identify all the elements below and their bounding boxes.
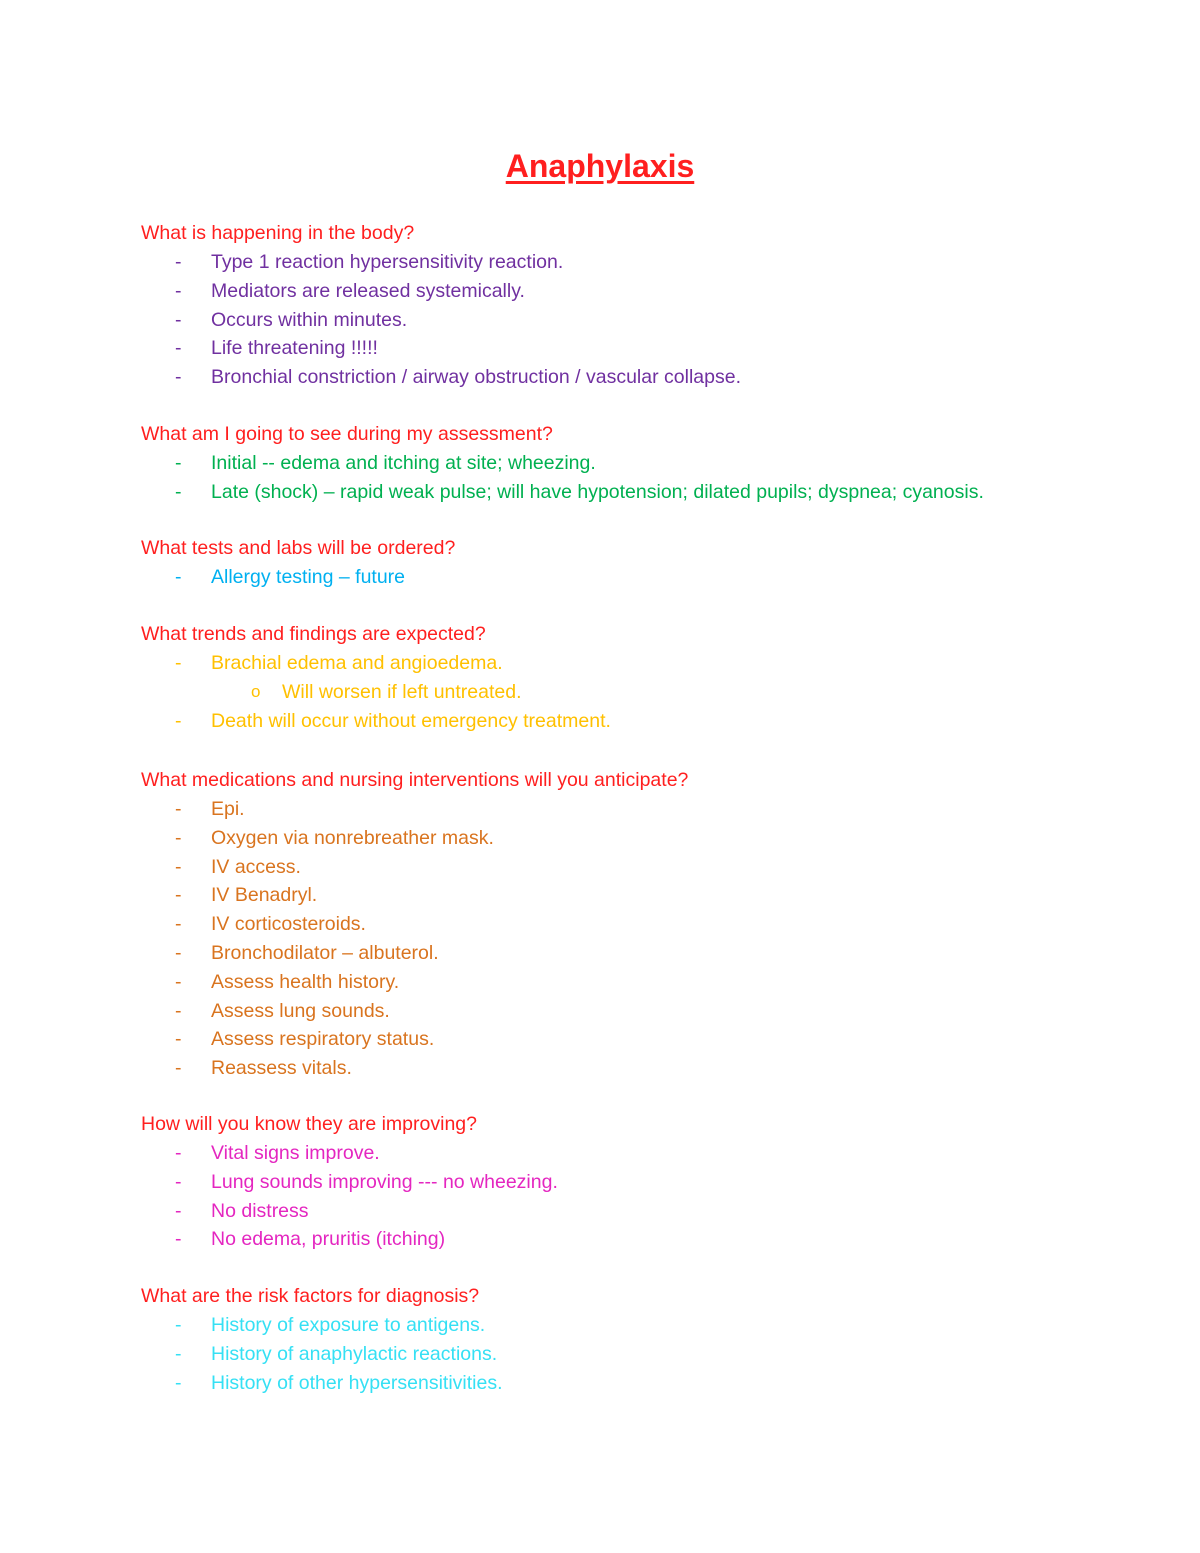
dash-bullet: -	[175, 913, 182, 936]
section-question: What medications and nursing interventions will you anticipate?	[141, 769, 689, 791]
circle-bullet: o	[251, 681, 261, 701]
dash-bullet: -	[175, 452, 182, 474]
dash-bullet: -	[175, 279, 182, 302]
section-question: What am I going to see during my assessment?	[141, 423, 553, 445]
section-improving	[141, 1110, 1181, 1254]
dash-bullet: -	[175, 1170, 182, 1193]
list-item: - Oxygen via nonrebreather mask.	[141, 824, 1181, 853]
list-item: - IV corticosteroids.	[141, 910, 1181, 939]
section-question: How will you know they are improving?	[141, 1113, 477, 1135]
list-item: - IV Benadryl.	[141, 881, 1181, 910]
dash-bullet: -	[175, 1228, 182, 1251]
section-question: What are the risk factors for diagnosis?	[141, 1285, 480, 1307]
list-item: - Bronchodilator – albuterol.	[141, 939, 1181, 968]
section-assessment	[141, 420, 1181, 507]
dash-bullet: -	[175, 480, 182, 503]
list-item: - Epi.	[141, 795, 1181, 824]
section-interventions	[141, 766, 1181, 1083]
list-item: - Assess health history.	[141, 968, 1181, 997]
section-question: What trends and findings are expected?	[141, 623, 486, 645]
list-item: - Death will occur without emergency treatment.	[141, 707, 1181, 736]
list-item: - No edema, pruritis (itching)	[141, 1225, 1181, 1254]
dash-bullet: -	[175, 1028, 182, 1051]
list-item: - Assess respiratory status.	[141, 1025, 1181, 1054]
dash-bullet: -	[175, 1342, 182, 1365]
dash-bullet: -	[175, 366, 182, 389]
dash-bullet: -	[175, 1314, 182, 1336]
dash-bullet: -	[175, 1371, 182, 1394]
dash-bullet: -	[175, 826, 182, 849]
section-trends-findings	[141, 620, 1181, 735]
dash-bullet: -	[175, 941, 182, 964]
dash-bullet: -	[175, 251, 182, 273]
sub-list-item: o Will worsen if left untreated.	[141, 678, 1181, 707]
dash-bullet: -	[175, 652, 182, 674]
list-item: - Late (shock) – rapid weak pulse; will have hypotension; dilated pupils; dyspnea; cyanosis.	[141, 478, 1181, 507]
dash-bullet: -	[175, 798, 182, 820]
list-item: - Allergy testing – future	[141, 563, 1181, 592]
dash-bullet: -	[175, 1057, 182, 1080]
list-item: - IV access.	[141, 853, 1181, 882]
dash-bullet: -	[175, 1199, 182, 1222]
list-item: - History of anaphylactic reactions.	[141, 1340, 1181, 1369]
dash-bullet: -	[175, 566, 182, 588]
list-item: - Vital signs improve.	[141, 1139, 1181, 1168]
dash-bullet: -	[175, 884, 182, 907]
section-tests-labs	[141, 534, 1181, 592]
dash-bullet: -	[175, 999, 182, 1022]
list-item: - Brachial edema and angioedema.	[141, 649, 1181, 678]
dash-bullet: -	[175, 308, 182, 331]
list-item: - Lung sounds improving --- no wheezing.	[141, 1168, 1181, 1197]
list-item: - History of other hypersensitivities.	[141, 1369, 1181, 1398]
list-item: - Occurs within minutes.	[141, 306, 1181, 335]
document-title: Anaphylaxis	[505, 148, 695, 184]
section-question: What tests and labs will be ordered?	[141, 537, 456, 559]
dash-bullet: -	[175, 709, 182, 732]
list-item: - No distress	[141, 1197, 1181, 1226]
section-question: What is happening in the body?	[141, 222, 415, 244]
list-item: - History of exposure to antigens.	[141, 1311, 1181, 1340]
list-item: - Initial -- edema and itching at site; wheezing.	[141, 449, 1181, 478]
list-item: - Assess lung sounds.	[141, 997, 1181, 1026]
section-risk-factors	[141, 1282, 1181, 1397]
list-item: - Mediators are released systemically.	[141, 277, 1181, 306]
dash-bullet: -	[175, 970, 182, 993]
dash-bullet: -	[175, 337, 182, 360]
dash-bullet: -	[175, 1142, 182, 1164]
list-item: - Life threatening !!!!!	[141, 334, 1181, 363]
list-item: - Type 1 reaction hypersensitivity reaction.	[141, 248, 1181, 277]
list-item: - Reassess vitals.	[141, 1054, 1181, 1083]
list-item: - Bronchial constriction / airway obstruction / vascular collapse.	[141, 363, 1181, 392]
dash-bullet: -	[175, 855, 182, 878]
section-body-process	[141, 219, 1181, 392]
